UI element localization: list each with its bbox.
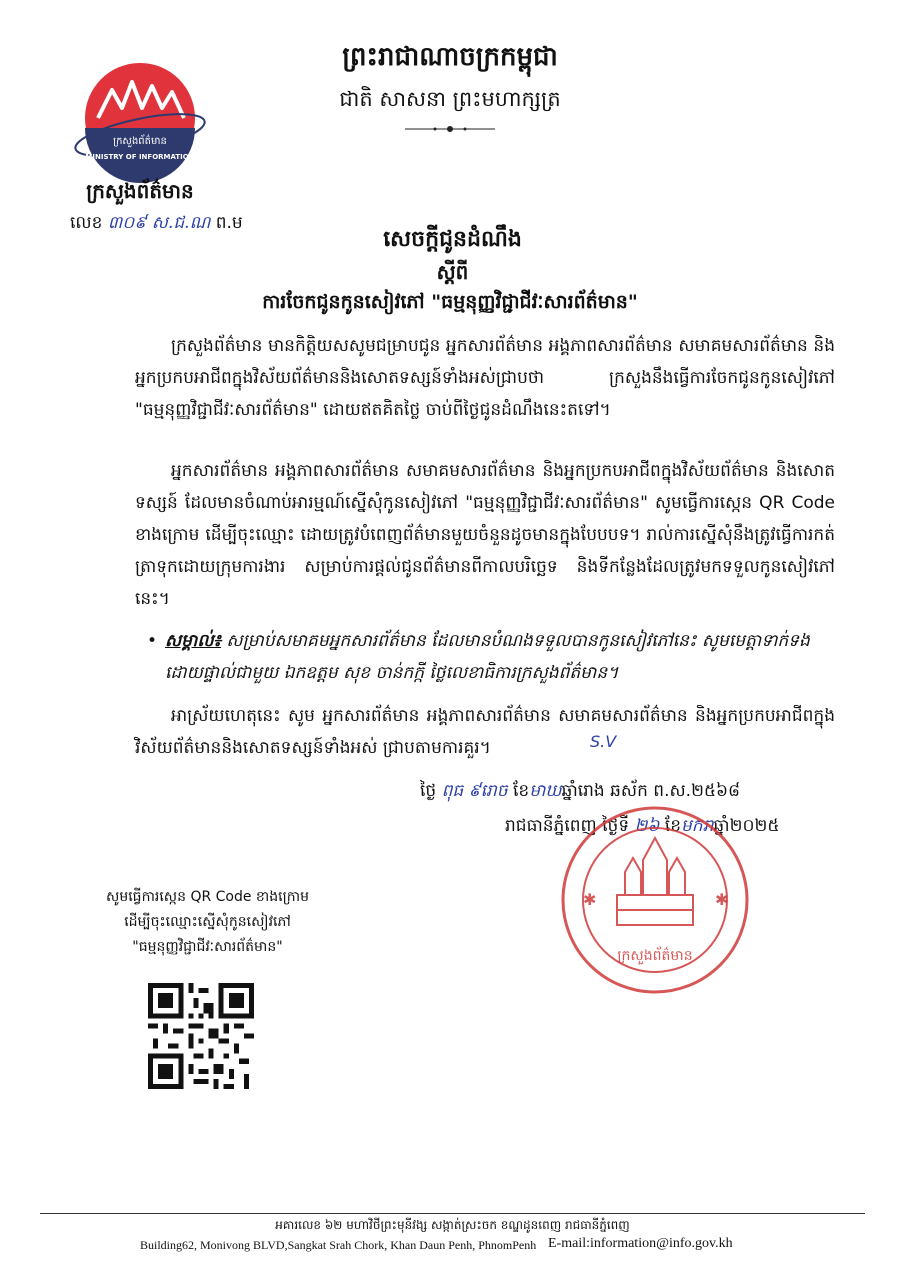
- national-motto: ជាតិ សាសនា ព្រះមហាក្សត្រ: [339, 87, 561, 111]
- solar-year: ឆ្នាំ២០២៥: [713, 816, 780, 836]
- logo-en-text: MINISTRY OF INFORMATION: [85, 153, 195, 161]
- solar-month: មករា: [681, 816, 714, 836]
- qr-instruction-line-3: "ធម្មនុញ្ញវិជ្ជាជីវៈសារព័ត៌មាន": [132, 939, 283, 955]
- notice-title: សេចក្តីជូនដំណឹង: [383, 227, 522, 252]
- body-paragraph-2: អ្នកសារព័ត៌មាន អង្គភាពសារព័ត៌មាន សមាគមសារព័ត៌មាន និងអ្នកប្រកបអាជីពក្នុងវិស័យព័ត៌មាន និងសោតទស្សន៍ ដែលមានចំណាប់អារម្មណ៍ស្នើសុំកូនសៀវភៅ "ធម្មនុញ្ញវិជ្ជាជីវៈសារព័ត៌មាន" សូមធ្វើការស្កេន QR Code ខាងក្រោម ដើម្បីចុះឈ្មោះ ដោយត្រូវបំពេញព័ត៌មានមួយចំនួនដូចមានក្នុងបែបបទ។ រាល់ការស្នើសុំនឹងត្រូវធ្វើការកត់ត្រាទុកដោយក្រុមការងារ សម្រាប់ការផ្តល់ជូនព័ត៌មានពីកាលបរិច្ឆេទ និងទីកន្លែងដែលត្រូវមកទទួលកូនសៀវភៅនេះ។: [135, 461, 835, 609]
- kingdom-title: ព្រះរាជាណាចក្រកម្ពុជា: [342, 42, 558, 72]
- body-paragraph-1: ក្រសួងព័ត៌មាន មានកិត្តិយសសូមជម្រាបជូន អ្នកសារព័ត៌មាន អង្គភាពសារព័ត៌មាន សមាគមសារព័ត៌មាន និងអ្នកប្រកបអាជីពក្នុងវិស័យព័ត៌មាននិងសោតទស្សន៍ទាំងអស់ជ្រាបថា ក្រសួងនឹងធ្វើការចែកជូនកូនសៀវភៅ "ធម្មនុញ្ញវិជ្ជាជីវៈសារព័ត៌មាន" ដោយឥតគិតថ្លៃ ចាប់ពីថ្ងៃជូនដំណឹងនេះតទៅ។: [135, 336, 835, 420]
- reference-suffix: ព.ម: [215, 213, 243, 233]
- reference-value: ៣០៩ ស.ជ.ណ: [107, 213, 211, 233]
- qr-instructions: [85, 885, 330, 960]
- stamp-text: ក្រសួងព័ត៌មាន: [617, 948, 693, 964]
- lunar-date-prefix: ថ្ងៃ: [420, 781, 437, 801]
- body-paragraph-3: អាស្រ័យហេតុនេះ សូម អ្នកសារព័ត៌មាន អង្គភាពសារព័ត៌មាន សមាគមសារព័ត៌មាន និងអ្នកប្រកបអាជីពក្នុងវិស័យព័ត៌មាននិងសោតទស្សន៍ទាំងអស់ ជ្រាបតាមការគួរ។: [135, 706, 835, 758]
- qr-instruction-line-2: ដើម្បីចុះឈ្មោះស្នើសុំកូនសៀវភៅ: [124, 914, 291, 930]
- footer-email[interactable]: E-mail:information@info.gov.kh: [548, 1236, 733, 1251]
- footer-divider: [40, 1213, 865, 1214]
- notice-subject: ការចែកជូនកូនសៀវភៅ "ធម្មនុញ្ញវិជ្ជាជីវៈសារព័ត៌មាន": [262, 291, 638, 313]
- note-block: [147, 625, 830, 689]
- note-label: សម្គាល់៖: [165, 631, 222, 651]
- solar-date-prefix: រាជធានីភ្នំពេញ ថ្ងៃទី: [505, 816, 630, 836]
- ministry-name: ក្រសួងព័ត៌មាន: [86, 179, 194, 203]
- lunar-year: ឆ្នាំរោង ឆស័ក ព.ស.២៥៦៨: [561, 781, 741, 801]
- lunar-month-label: ខែ: [507, 781, 530, 801]
- qr-code[interactable]: [148, 983, 254, 1089]
- ornament-divider: [400, 122, 500, 136]
- lunar-day: ពុធ ៩រោច: [441, 781, 508, 801]
- bullet-icon: •: [147, 631, 158, 651]
- footer-address-en: Building62, Monivong BLVD,Sangkat Srah Chork, Khan Daun Penh, PhnomPenh: [140, 1238, 537, 1252]
- qr-instruction-line-1: សូមធ្វើការស្កេន QR Code ខាងក្រោម: [106, 889, 309, 905]
- reference-prefix: លេខ: [70, 213, 103, 233]
- ministry-logo: [70, 60, 210, 185]
- solar-day: ២៦: [634, 816, 660, 836]
- svg-text:✱: ✱: [583, 890, 597, 909]
- lunar-month: មាឃ: [529, 781, 562, 801]
- note-text: សម្រាប់សមាគមអ្នកសារព័ត៌មាន ដែលមានបំណងទទួលបានកូនសៀវភៅនេះ សូមមេត្តាទាក់ទងដោយផ្ទាល់ជាមួយ ឯកឧត្តម សុខ ចាន់កក្កី ថ្លៃលេខាធិការក្រសួងព័ត៌មាន។: [165, 631, 810, 683]
- official-stamp: [555, 800, 755, 1000]
- handwritten-initials: S.V: [590, 732, 617, 751]
- notice-subject-label: ស្តីពី: [436, 260, 469, 284]
- logo-kh-text: ក្រសួងព័ត៌មាន: [113, 136, 167, 147]
- solar-month-label: ខែ: [659, 816, 682, 836]
- footer-address-kh: អគារលេខ ៦២ មហាវិថីព្រះមុនីវង្ស សង្កាត់ស្រះចក ខណ្ឌដូនពេញ រាជធានីភ្នំពេញ: [275, 1218, 630, 1232]
- svg-text:✱: ✱: [715, 890, 729, 909]
